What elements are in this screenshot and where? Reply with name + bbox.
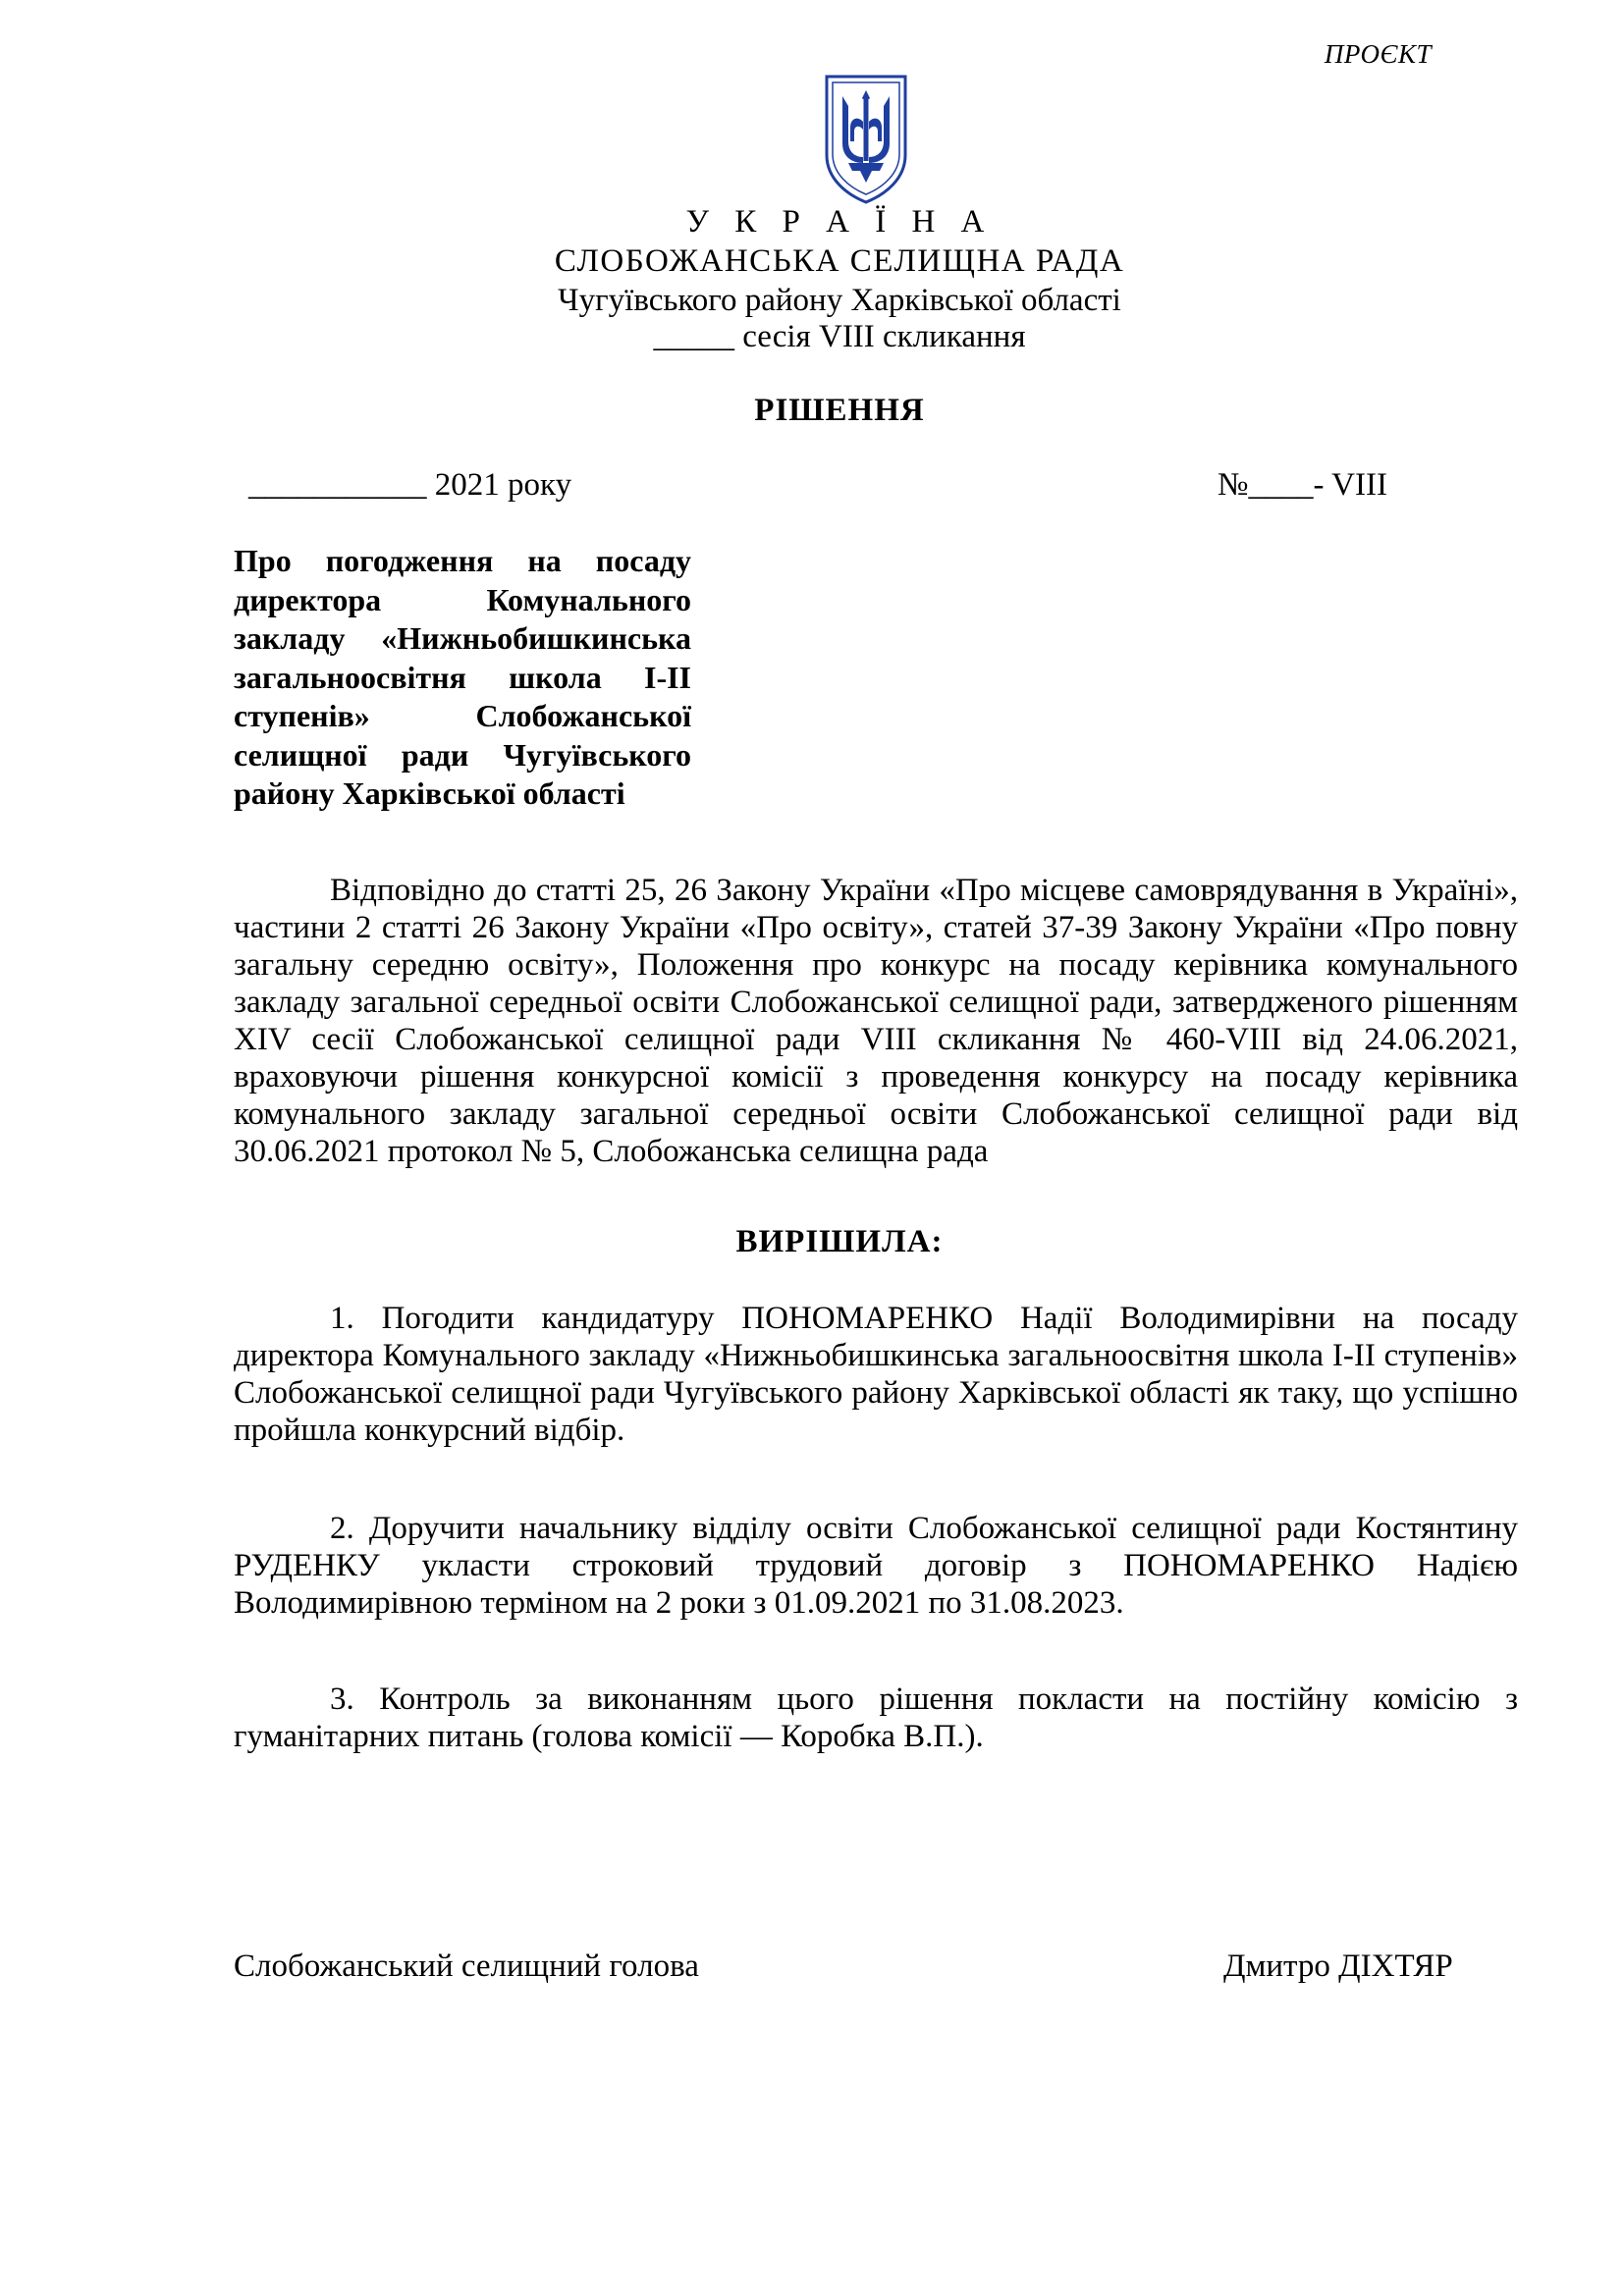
- decision-date: ___________ 2021 року: [248, 467, 572, 503]
- preamble-paragraph: Відповідно до статті 25, 26 Закону України «Про місцеве самоврядування в Україні», частини 2 статті 26 Закону України «Про освіту», статей 37-39 Закону України «Про повну загальну середню освіту», Положення про конкурс на посаду керівника комунального закладу загальної середньої освіти Слобожанської селищної ради, затвердженого рішенням XIV сесії Слобожанської селищної ради VIII скликання № 460-VIII від 24.06.2021, враховуючи рішення конкурсної комісії з проведення конкурсу на посаду керівника комунального закладу загальної середньої освіти Слобожанської селищної ради від 30.06.2021 протокол № 5, Слобожанська селищна рада: [234, 873, 1518, 1169]
- coat-of-arms-icon: [821, 73, 911, 206]
- council-name: СЛОБОЖАНСЬКА СЕЛИЩНА РАДА: [554, 243, 1125, 279]
- decided-heading: ВИРІШИЛА:: [735, 1224, 944, 1259]
- district-name: Чугуївського району Харківської області: [558, 283, 1121, 318]
- document-type: РІШЕННЯ: [754, 393, 925, 428]
- draft-mark: ПРОЄКТ: [1324, 39, 1432, 69]
- signatory-name: Дмитро ДІХТЯР: [1223, 1949, 1453, 1984]
- session-line: _____ сесія VIII скликання: [653, 319, 1026, 354]
- decision-subject: Про погодження на посаду директора Комунального закладу «Нижньобишкинська загальноосвітня школа І-ІІ ступенів» Слобожанської селищної ради Чугуївського району Харківської області: [234, 543, 691, 811]
- country-name: У К Р А Ї Н А: [685, 204, 994, 240]
- decision-item-2: 2. Доручити начальнику відділу освіти Слобожанської селищної ради Костянтину РУДЕНКУ укласти строковий трудовий договір з ПОНОМАРЕНКО Надією Володимирівною терміном на 2 роки з 01.09.2021 по 31.08.2023.: [234, 1511, 1518, 1621]
- decision-number: №____- VIII: [1218, 467, 1387, 503]
- signatory-title: Слобожанський селищний голова: [234, 1949, 699, 1984]
- decision-item-3: 3. Контроль за виконанням цього рішення покласти на постійну комісію з гуманітарних питань (голова комісії — Коробка В.П.).: [234, 1682, 1518, 1754]
- decision-item-1: 1. Погодити кандидатуру ПОНОМАРЕНКО Надії Володимирівни на посаду директора Комунального закладу «Нижньобишкинська загальноосвітня школа І-ІІ ступенів» Слобожанської селищної ради Чугуївського району Харківської області як таку, що успішно пройшла конкурсний відбір.: [234, 1301, 1518, 1448]
